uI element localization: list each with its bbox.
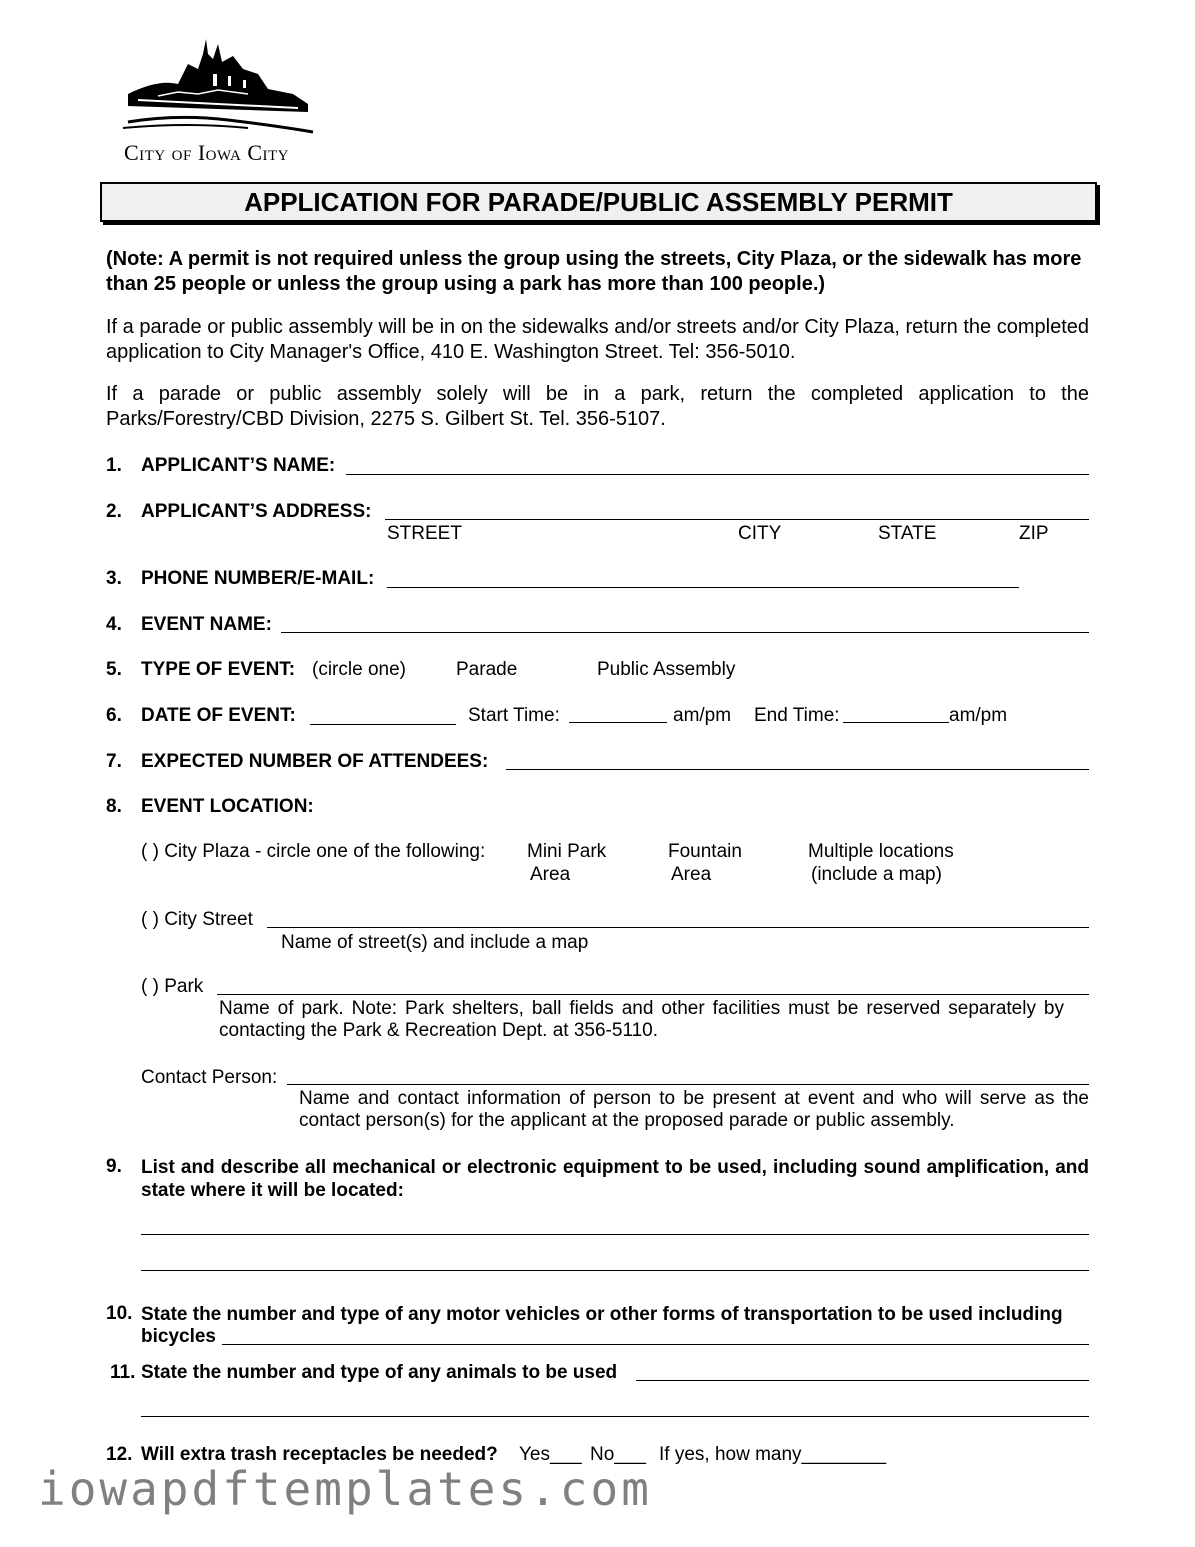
intro-paragraph-streets: If a parade or public assembly will be in on the sidewalks and/or streets and/or City Plaza, return the completed application to City Manager's Office, 410 E. Washington Street. Tel: 356-5010. [106, 316, 1089, 363]
city-skyline-logo [118, 34, 318, 134]
event-name-label: EVENT NAME: [141, 614, 272, 635]
event-location-label: EVENT LOCATION: [141, 796, 314, 817]
multiple-locations-note: (include a map) [811, 864, 942, 885]
event-type-parade-option[interactable]: Parade [456, 659, 518, 680]
animals-label: State the number and type of any animals to be used [141, 1362, 618, 1383]
contact-person-caption: Name and contact information of person to be present at event and who will serve as the contact person(s) for the applicant at the proposed parade or public assembly. [299, 1088, 1089, 1131]
city-street-field[interactable] [267, 927, 1089, 928]
event-name-field[interactable] [281, 632, 1089, 633]
q9-number: 9. [106, 1156, 122, 1177]
address-zip-caption: ZIP [1019, 523, 1049, 544]
applicant-address-field[interactable] [385, 519, 1089, 520]
q3-number: 3. [106, 568, 122, 589]
watermark-text: iowapdftemplates.com [38, 1462, 652, 1516]
address-street-caption: STREET [387, 523, 462, 544]
q12-number: 12. [106, 1444, 133, 1465]
phone-email-label: PHONE NUMBER/E-MAIL: [141, 568, 375, 589]
q7-number: 7. [106, 751, 122, 772]
form-title: APPLICATION FOR PARADE/PUBLIC ASSEMBLY PERMIT [100, 182, 1097, 222]
end-ampm-label: am/pm [949, 705, 1008, 726]
q5-number: 5. [106, 659, 122, 680]
contact-person-label: Contact Person: [141, 1067, 278, 1088]
end-time-label: End Time: [754, 705, 840, 726]
multiple-locations-option[interactable]: Multiple locations [808, 841, 954, 862]
applicant-name-label: APPLICANT’S NAME: [141, 455, 336, 476]
permit-note: (Note: A permit is not required unless the group using the streets, City Plaza, or the sidewalk has more than 25 people or unless the group using a park has more than 100 people.) [106, 248, 1082, 295]
park-option[interactable]: ( ) Park [141, 976, 204, 997]
mini-park-option[interactable]: Mini Park [527, 841, 607, 862]
trash-how-many-field[interactable]: If yes, how many________ [659, 1444, 887, 1465]
fountain-option[interactable]: Fountain [668, 841, 742, 862]
address-city-caption: CITY [738, 523, 782, 544]
q1-number: 1. [106, 455, 122, 476]
start-time-label: Start Time: [468, 705, 560, 726]
q4-number: 4. [106, 614, 122, 635]
vehicles-label: State the number and type of any motor vehicles or other forms of transportation to be used including [141, 1304, 1063, 1325]
event-type-public-assembly-option[interactable]: Public Assembly [597, 659, 736, 680]
equipment-field-line-2[interactable] [141, 1270, 1089, 1271]
end-time-field[interactable] [843, 722, 949, 723]
logo-text: City of Iowa City [124, 140, 289, 165]
circle-one-hint: (circle one) [312, 659, 406, 680]
animals-field[interactable] [636, 1380, 1089, 1381]
intro-paragraph-park: If a parade or public assembly solely will be in a park, return the completed application to the Parks/Forestry/CBD Division, 2275 S. Gilbert St. Tel. 356-5107. [106, 383, 1089, 430]
q11-number: 11. [110, 1362, 136, 1383]
contact-person-field[interactable] [287, 1084, 1089, 1085]
q6-number: 6. [106, 705, 122, 726]
city-street-option[interactable]: ( ) City Street [141, 909, 253, 930]
q8-number: 8. [106, 796, 122, 817]
attendees-label: EXPECTED NUMBER OF ATTENDEES: [141, 751, 489, 772]
attendees-field[interactable] [506, 769, 1089, 770]
start-ampm-label: am/pm [673, 705, 732, 726]
park-caption: Name of park. Note: Park shelters, ball fields and other facilities must be reserved separately by contacting the Park & Recreation Dept. at 356-5110. [219, 998, 1064, 1041]
city-street-caption: Name of street(s) and include a map [281, 932, 589, 953]
park-name-field[interactable] [217, 994, 1089, 995]
event-date-field[interactable] [310, 724, 456, 725]
q10-number: 10. [106, 1303, 133, 1324]
trash-receptacles-label: Will extra trash receptacles be needed? [141, 1444, 498, 1465]
event-type-label: TYPE OF EVENT: [141, 659, 296, 680]
equipment-label: List and describe all mechanical or electronic equipment to be used, including sound amplification, and state where it will be located: [141, 1157, 1089, 1201]
address-state-caption: STATE [878, 523, 937, 544]
start-time-field[interactable] [569, 722, 667, 723]
vehicles-field[interactable] [222, 1344, 1089, 1345]
phone-email-field[interactable] [387, 587, 1019, 588]
animals-field-line-2[interactable] [141, 1416, 1089, 1417]
equipment-field-line-1[interactable] [141, 1234, 1089, 1235]
city-plaza-option[interactable]: ( ) City Plaza - circle one of the following: [141, 841, 486, 862]
trash-no-option[interactable]: No___ [590, 1444, 646, 1465]
applicant-address-label: APPLICANT’S ADDRESS: [141, 501, 372, 522]
vehicles-label-bicycles: bicycles [141, 1326, 216, 1347]
fountain-option-line2: Area [671, 864, 712, 885]
applicant-name-field[interactable] [346, 474, 1089, 475]
trash-yes-option[interactable]: Yes___ [519, 1444, 582, 1465]
q2-number: 2. [106, 501, 122, 522]
mini-park-option-line2: Area [530, 864, 571, 885]
event-date-label: DATE OF EVENT: [141, 705, 296, 726]
